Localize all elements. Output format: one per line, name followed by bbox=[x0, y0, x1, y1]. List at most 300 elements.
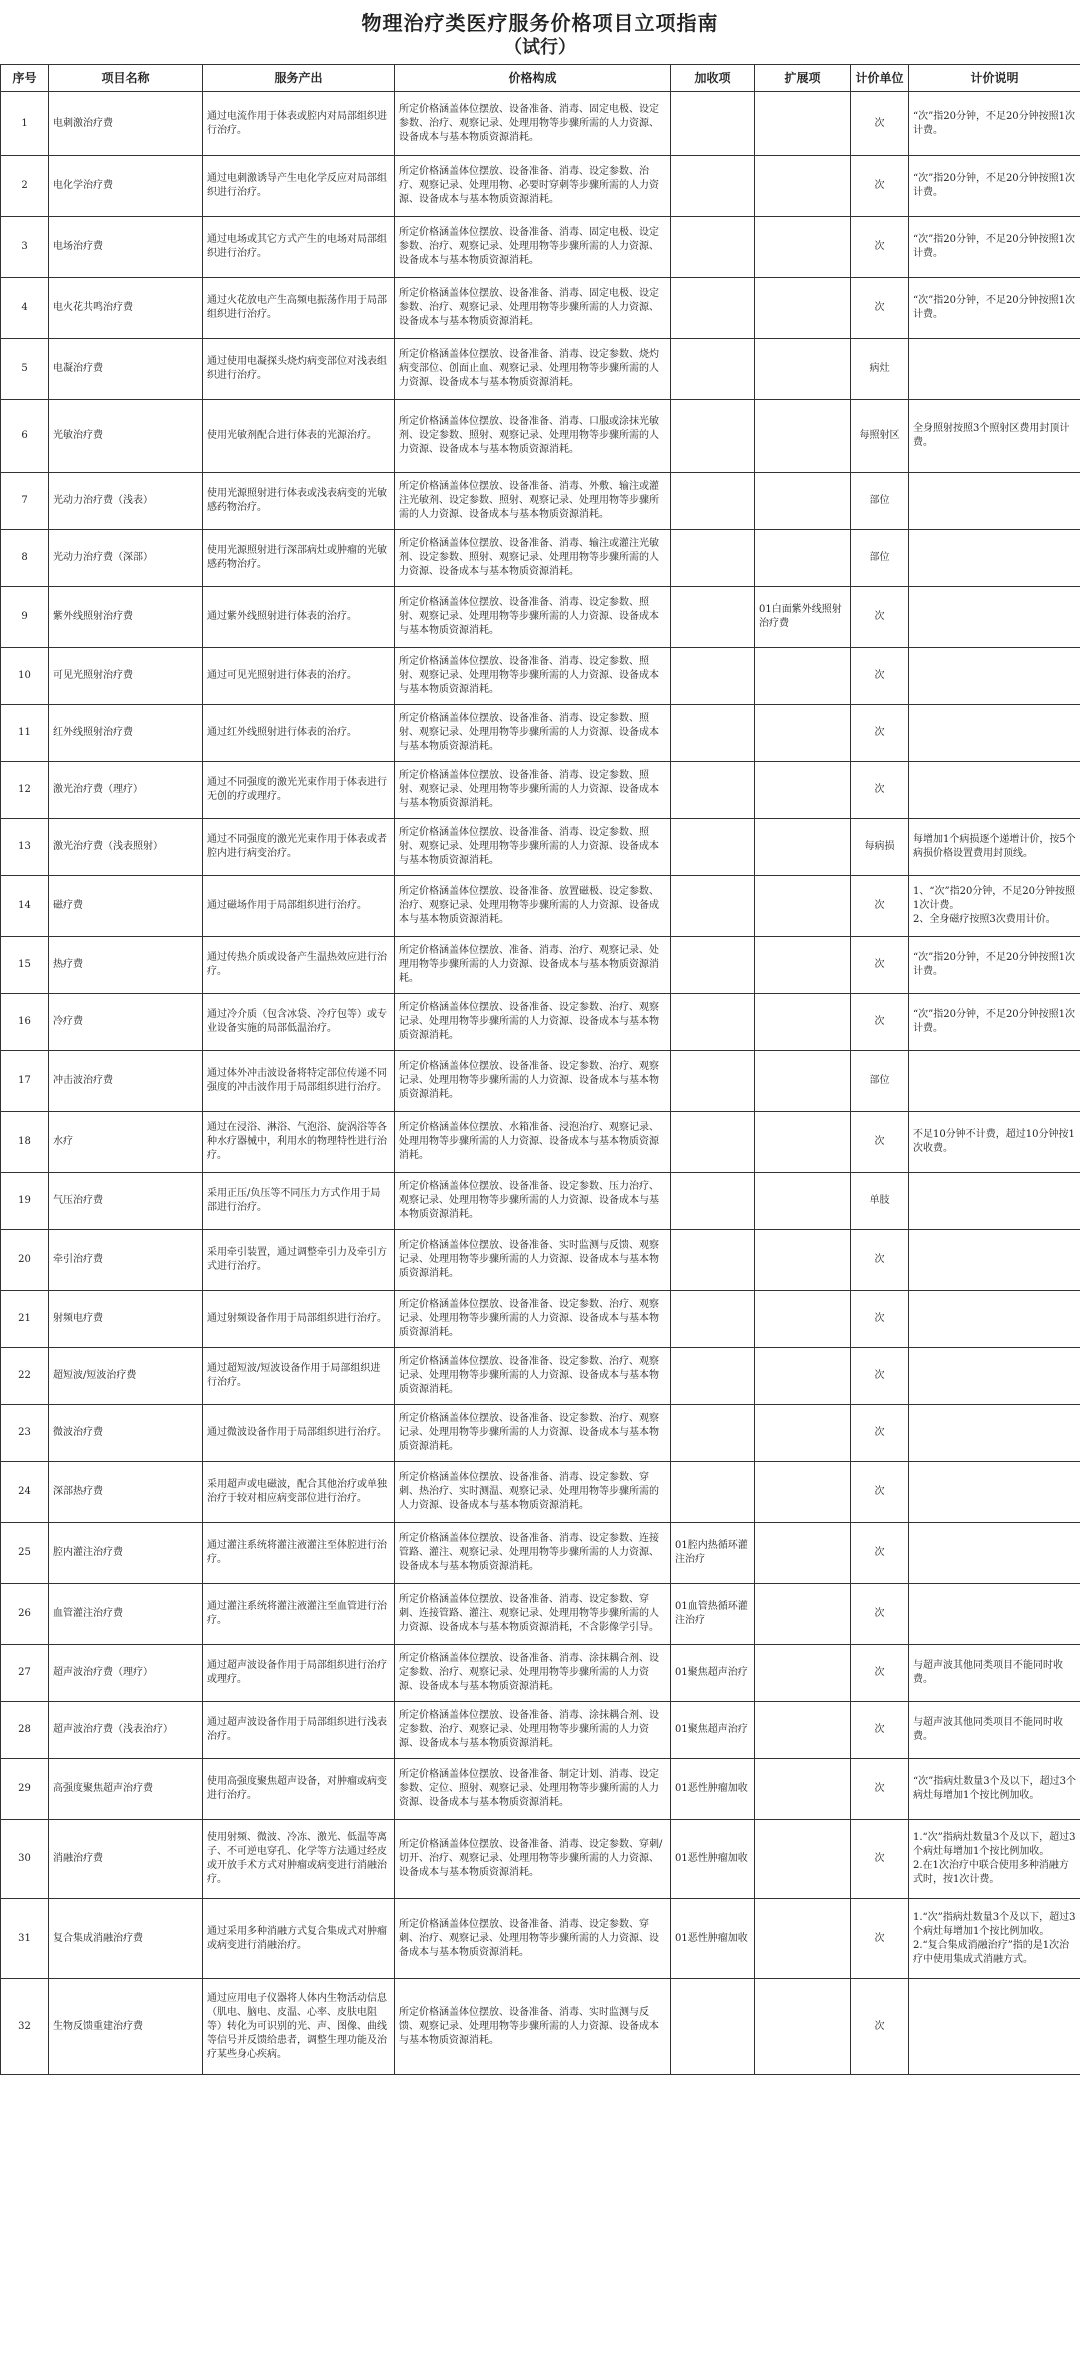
table-row bbox=[1, 530, 1080, 587]
extra-charge bbox=[671, 994, 755, 1051]
service-output: 通过红外线照射进行体表的治疗。 bbox=[203, 705, 395, 762]
extension-item bbox=[755, 1405, 851, 1462]
extension-item bbox=[755, 217, 851, 278]
pricing-description: “次”指20分钟，不足20分钟按照1次计费。 bbox=[909, 92, 1080, 156]
service-output: 通过灌注系统将灌注液灌注至血管进行治疗。 bbox=[203, 1584, 395, 1645]
table-row bbox=[1, 400, 1080, 473]
pricing-unit: 次 bbox=[851, 994, 909, 1051]
extension-item bbox=[755, 156, 851, 217]
service-output: 通过传热介质或设备产生温热效应进行治疗。 bbox=[203, 937, 395, 994]
pricing-description: “次”指病灶数量3个及以下，超过3个病灶每增加1个按比例加收。 bbox=[909, 1759, 1080, 1820]
row-number: 11 bbox=[1, 705, 49, 762]
pricing-description: 1、“次”指20分钟，不足20分钟按照1次计费。 2、全身磁疗按照3次费用计价。 bbox=[909, 876, 1080, 937]
service-output: 使用光敏剂配合进行体表的光源治疗。 bbox=[203, 400, 395, 473]
table-row bbox=[1, 705, 1080, 762]
item-name: 紫外线照射治疗费 bbox=[49, 587, 203, 648]
pricing-unit: 次 bbox=[851, 876, 909, 937]
item-name: 冷疗费 bbox=[49, 994, 203, 1051]
extension-item bbox=[755, 530, 851, 587]
service-output: 通过紫外线照射进行体表的治疗。 bbox=[203, 587, 395, 648]
item-name: 微波治疗费 bbox=[49, 1405, 203, 1462]
extra-charge bbox=[671, 1462, 755, 1523]
price-composition: 所定价格涵盖体位摆放、设备准备、消毒、输注或灌注光敏剂、设定参数、照射、观察记录、处理用物等步骤所需的人力资源、设备成本与基本物质资源消耗。 bbox=[395, 530, 671, 587]
service-output: 通过不同强度的激光光束作用于体表或者腔内进行病变治疗。 bbox=[203, 819, 395, 876]
extra-charge bbox=[671, 587, 755, 648]
pricing-unit: 次 bbox=[851, 1523, 909, 1584]
header-name: 项目名称 bbox=[49, 65, 203, 92]
document-subtitle: （试行） bbox=[504, 37, 576, 58]
pricing-unit: 次 bbox=[851, 1230, 909, 1291]
price-items-table bbox=[0, 64, 1080, 2075]
service-output: 通过超声波设备作用于局部组织进行治疗或理疗。 bbox=[203, 1645, 395, 1702]
table-row bbox=[1, 1462, 1080, 1523]
extra-charge bbox=[671, 339, 755, 400]
table-row bbox=[1, 278, 1080, 339]
table-row bbox=[1, 1899, 1080, 1979]
extension-item bbox=[755, 400, 851, 473]
row-number: 7 bbox=[1, 473, 49, 530]
extra-charge bbox=[671, 1348, 755, 1405]
item-name: 超短波/短波治疗费 bbox=[49, 1348, 203, 1405]
pricing-unit: 次 bbox=[851, 92, 909, 156]
row-number: 15 bbox=[1, 937, 49, 994]
item-name: 冲击波治疗费 bbox=[49, 1051, 203, 1112]
row-number: 21 bbox=[1, 1291, 49, 1348]
item-name: 磁疗费 bbox=[49, 876, 203, 937]
extension-item bbox=[755, 278, 851, 339]
extension-item bbox=[755, 1291, 851, 1348]
price-composition: 所定价格涵盖体位摆放、水箱准备、浸泡治疗、观察记录、处理用物等步骤所需的人力资源、设备成本与基本物质资源消耗。 bbox=[395, 1112, 671, 1173]
pricing-description: 与超声波其他同类项目不能同时收费。 bbox=[909, 1702, 1080, 1759]
row-number: 3 bbox=[1, 217, 49, 278]
table-row bbox=[1, 648, 1080, 705]
service-output: 采用超声或电磁波，配合其他治疗或单独治疗于较对相应病变部位进行治疗。 bbox=[203, 1462, 395, 1523]
pricing-description bbox=[909, 1584, 1080, 1645]
service-output: 通过灌注系统将灌注液灌注至体腔进行治疗。 bbox=[203, 1523, 395, 1584]
row-number: 29 bbox=[1, 1759, 49, 1820]
pricing-description: “次”指20分钟，不足20分钟按照1次计费。 bbox=[909, 217, 1080, 278]
pricing-description: 1.“次”指病灶数量3个及以下，超过3个病灶每增加1个按比例加收。 2.“复合集成消融治疗”指的是1次治疗中使用集成式消融方式。 bbox=[909, 1899, 1080, 1979]
table-row bbox=[1, 1405, 1080, 1462]
pricing-unit: 病灶 bbox=[851, 339, 909, 400]
table-row bbox=[1, 1702, 1080, 1759]
pricing-unit: 部位 bbox=[851, 530, 909, 587]
price-composition: 所定价格涵盖体位摆放、设备准备、消毒、设定参数、穿刺、治疗、观察记录、处理用物等步骤所需的人力资源、设备成本与基本物质资源消耗。 bbox=[395, 1899, 671, 1979]
extension-item bbox=[755, 762, 851, 819]
row-number: 12 bbox=[1, 762, 49, 819]
extra-charge bbox=[671, 1230, 755, 1291]
extra-charge bbox=[671, 530, 755, 587]
row-number: 13 bbox=[1, 819, 49, 876]
pricing-unit: 次 bbox=[851, 156, 909, 217]
extension-item bbox=[755, 819, 851, 876]
extension-item bbox=[755, 705, 851, 762]
row-number: 32 bbox=[1, 1979, 49, 2075]
table-row bbox=[1, 156, 1080, 217]
item-name: 腔内灌注治疗费 bbox=[49, 1523, 203, 1584]
pricing-description bbox=[909, 473, 1080, 530]
pricing-unit: 次 bbox=[851, 648, 909, 705]
pricing-unit: 次 bbox=[851, 1820, 909, 1899]
item-name: 超声波治疗费（理疗） bbox=[49, 1645, 203, 1702]
pricing-description bbox=[909, 1173, 1080, 1230]
extension-item bbox=[755, 1230, 851, 1291]
item-name: 红外线照射治疗费 bbox=[49, 705, 203, 762]
row-number: 20 bbox=[1, 1230, 49, 1291]
table-row bbox=[1, 1584, 1080, 1645]
pricing-description bbox=[909, 648, 1080, 705]
table-row bbox=[1, 762, 1080, 819]
item-name: 消融治疗费 bbox=[49, 1820, 203, 1899]
row-number: 1 bbox=[1, 92, 49, 156]
document-title: 物理治疗类医疗服务价格项目立项指南 bbox=[361, 11, 719, 35]
table-row bbox=[1, 1820, 1080, 1899]
extension-item bbox=[755, 1702, 851, 1759]
service-output: 通过可见光照射进行体表的治疗。 bbox=[203, 648, 395, 705]
service-output: 通过使用电凝探头烧灼病变部位对浅表组织进行治疗。 bbox=[203, 339, 395, 400]
extra-charge bbox=[671, 1173, 755, 1230]
pricing-unit: 每病损 bbox=[851, 819, 909, 876]
pricing-unit: 单肢 bbox=[851, 1173, 909, 1230]
item-name: 电场治疗费 bbox=[49, 217, 203, 278]
service-output: 使用高强度聚焦超声设备，对肿瘤或病变进行治疗。 bbox=[203, 1759, 395, 1820]
price-composition: 所定价格涵盖体位摆放、设备准备、消毒、涂抹耦合剂、设定参数、治疗、观察记录、处理用物等步骤所需的人力资源、设备成本与基本物质资源消耗。 bbox=[395, 1645, 671, 1702]
pricing-description bbox=[909, 1051, 1080, 1112]
pricing-description bbox=[909, 1405, 1080, 1462]
row-number: 26 bbox=[1, 1584, 49, 1645]
pricing-description: 不足10分钟不计费，超过10分钟按1次收费。 bbox=[909, 1112, 1080, 1173]
pricing-unit: 次 bbox=[851, 937, 909, 994]
extra-charge bbox=[671, 1405, 755, 1462]
price-composition: 所定价格涵盖体位摆放、设备准备、消毒、实时监测与反馈、观察记录、处理用物等步骤所需的人力资源、设备成本与基本物质资源消耗。 bbox=[395, 1979, 671, 2075]
price-composition: 所定价格涵盖体位摆放、设备准备、消毒、固定电极、设定参数、治疗、观察记录、处理用物等步骤所需的人力资源、设备成本与基本物质资源消耗。 bbox=[395, 92, 671, 156]
pricing-unit: 次 bbox=[851, 1645, 909, 1702]
table-row bbox=[1, 994, 1080, 1051]
extension-item bbox=[755, 1979, 851, 2075]
row-number: 5 bbox=[1, 339, 49, 400]
table-row bbox=[1, 1348, 1080, 1405]
pricing-unit: 次 bbox=[851, 1348, 909, 1405]
pricing-description: 每增加1个病损逐个递增计价，按5个病损价格设置费用封顶线。 bbox=[909, 819, 1080, 876]
row-number: 25 bbox=[1, 1523, 49, 1584]
price-composition: 所定价格涵盖体位摆放、设备准备、消毒、外敷、输注或灌注光敏剂、设定参数、照射、观察记录、处理用物等步骤所需的人力资源、设备成本与基本物质资源消耗。 bbox=[395, 473, 671, 530]
pricing-description bbox=[909, 1523, 1080, 1584]
item-name: 激光治疗费（理疗） bbox=[49, 762, 203, 819]
pricing-description: “次”指20分钟，不足20分钟按照1次计费。 bbox=[909, 994, 1080, 1051]
header-no: 序号 bbox=[1, 65, 49, 92]
service-output: 通过磁场作用于局部组织进行治疗。 bbox=[203, 876, 395, 937]
price-composition: 所定价格涵盖体位摆放、设备准备、制定计划、消毒、设定参数、定位、照射、观察记录、处理用物等步骤所需的人力资源、设备成本与基本物质资源消耗。 bbox=[395, 1759, 671, 1820]
price-composition: 所定价格涵盖体位摆放、设备准备、消毒、固定电极、设定参数、治疗、观察记录、处理用物等步骤所需的人力资源、设备成本与基本物质资源消耗。 bbox=[395, 217, 671, 278]
row-number: 2 bbox=[1, 156, 49, 217]
extra-charge: 01恶性肿瘤加收 bbox=[671, 1759, 755, 1820]
extra-charge: 01恶性肿瘤加收 bbox=[671, 1899, 755, 1979]
extra-charge: 01腔内热循环灌注治疗 bbox=[671, 1523, 755, 1584]
header-output: 服务产出 bbox=[203, 65, 395, 92]
service-output: 通过射频设备作用于局部组织进行治疗。 bbox=[203, 1291, 395, 1348]
price-composition: 所定价格涵盖体位摆放、设备准备、设定参数、治疗、观察记录、处理用物等步骤所需的人力资源、设备成本与基本物质资源消耗。 bbox=[395, 1348, 671, 1405]
extra-charge bbox=[671, 400, 755, 473]
row-number: 24 bbox=[1, 1462, 49, 1523]
service-output: 使用射频、微波、冷冻、激光、低温等离子、不可逆电穿孔、化学等方法通过经皮或开放手术方式对肿瘤或病变进行消融治疗。 bbox=[203, 1820, 395, 1899]
price-composition: 所定价格涵盖体位摆放、设备准备、消毒、设定参数、连接管路、灌注、观察记录、处理用物等步骤所需的人力资源、设备成本与基本物质资源消耗。 bbox=[395, 1523, 671, 1584]
item-name: 光动力治疗费（浅表） bbox=[49, 473, 203, 530]
item-name: 生物反馈重建治疗费 bbox=[49, 1979, 203, 2075]
service-output: 采用牵引装置，通过调整牵引力及牵引方式进行治疗。 bbox=[203, 1230, 395, 1291]
header-extra-charge: 加收项 bbox=[671, 65, 755, 92]
row-number: 9 bbox=[1, 587, 49, 648]
pricing-description: “次”指20分钟，不足20分钟按照1次计费。 bbox=[909, 156, 1080, 217]
row-number: 4 bbox=[1, 278, 49, 339]
pricing-description: 与超声波其他同类项目不能同时收费。 bbox=[909, 1645, 1080, 1702]
price-composition: 所定价格涵盖体位摆放、设备准备、设定参数、治疗、观察记录、处理用物等步骤所需的人力资源、设备成本与基本物质资源消耗。 bbox=[395, 1051, 671, 1112]
row-number: 14 bbox=[1, 876, 49, 937]
extra-charge bbox=[671, 92, 755, 156]
table-row bbox=[1, 92, 1080, 156]
pricing-unit: 次 bbox=[851, 762, 909, 819]
pricing-unit: 次 bbox=[851, 587, 909, 648]
row-number: 27 bbox=[1, 1645, 49, 1702]
table-row bbox=[1, 217, 1080, 278]
price-composition: 所定价格涵盖体位摆放、设备准备、设定参数、治疗、观察记录、处理用物等步骤所需的人力资源、设备成本与基本物质资源消耗。 bbox=[395, 1405, 671, 1462]
extra-charge bbox=[671, 705, 755, 762]
price-composition: 所定价格涵盖体位摆放、设备准备、消毒、设定参数、穿刺/切开、治疗、观察记录、处理用物等步骤所需的人力资源、设备成本与基本物质资源消耗。 bbox=[395, 1820, 671, 1899]
extension-item bbox=[755, 1112, 851, 1173]
pricing-description bbox=[909, 587, 1080, 648]
extra-charge bbox=[671, 278, 755, 339]
header-extension: 扩展项 bbox=[755, 65, 851, 92]
service-output: 通过应用电子仪器将人体内生物活动信息（肌电、脑电、皮温、心率、皮肤电阻等）转化为可识别的光、声、图像、曲线等信号并反馈给患者，调整生理功能及治疗某些身心疾病。 bbox=[203, 1979, 395, 2075]
row-number: 8 bbox=[1, 530, 49, 587]
header-unit: 计价单位 bbox=[851, 65, 909, 92]
extra-charge: 01恶性肿瘤加收 bbox=[671, 1820, 755, 1899]
table-body bbox=[1, 92, 1080, 2075]
table-row bbox=[1, 819, 1080, 876]
item-name: 电凝治疗费 bbox=[49, 339, 203, 400]
extension-item bbox=[755, 1051, 851, 1112]
service-output: 通过电刺激诱导产生电化学反应对局部组织进行治疗。 bbox=[203, 156, 395, 217]
extension-item bbox=[755, 937, 851, 994]
extra-charge: 01聚焦超声治疗 bbox=[671, 1702, 755, 1759]
item-name: 电火花共鸣治疗费 bbox=[49, 278, 203, 339]
row-number: 18 bbox=[1, 1112, 49, 1173]
pricing-description bbox=[909, 1979, 1080, 2075]
pricing-description bbox=[909, 530, 1080, 587]
pricing-unit: 次 bbox=[851, 1405, 909, 1462]
extension-item bbox=[755, 1820, 851, 1899]
item-name: 复合集成消融治疗费 bbox=[49, 1899, 203, 1979]
row-number: 30 bbox=[1, 1820, 49, 1899]
pricing-description: 1.“次”指病灶数量3个及以下，超过3个病灶每增加1个按比例加收。 2.在1次治疗中联合使用多种消融方式时，按1次计费。 bbox=[909, 1820, 1080, 1899]
item-name: 气压治疗费 bbox=[49, 1173, 203, 1230]
item-name: 光敏治疗费 bbox=[49, 400, 203, 473]
item-name: 牵引治疗费 bbox=[49, 1230, 203, 1291]
table-row bbox=[1, 1291, 1080, 1348]
pricing-description bbox=[909, 1462, 1080, 1523]
table-row bbox=[1, 339, 1080, 400]
extra-charge bbox=[671, 937, 755, 994]
price-composition: 所定价格涵盖体位摆放、设备准备、消毒、涂抹耦合剂、设定参数、治疗、观察记录、处理用物等步骤所需的人力资源、设备成本与基本物质资源消耗。 bbox=[395, 1702, 671, 1759]
price-composition: 所定价格涵盖体位摆放、设备准备、放置磁极、设定参数、治疗、观察记录、处理用物等步骤所需的人力资源、设备成本与基本物质资源消耗。 bbox=[395, 876, 671, 937]
table-row bbox=[1, 1230, 1080, 1291]
extra-charge bbox=[671, 819, 755, 876]
price-composition: 所定价格涵盖体位摆放、设备准备、消毒、设定参数、穿刺、连接管路、灌注、观察记录、处理用物等步骤所需的人力资源、设备成本与基本物质资源消耗，不含影像学引导。 bbox=[395, 1584, 671, 1645]
table-row bbox=[1, 876, 1080, 937]
service-output: 通过电流作用于体表或腔内对局部组织进行治疗。 bbox=[203, 92, 395, 156]
price-composition: 所定价格涵盖体位摆放、设备准备、消毒、设定参数、烧灼病变部位、创面止血、观察记录、处理用物等步骤所需的人力资源、设备成本与基本物质资源消耗。 bbox=[395, 339, 671, 400]
extension-item bbox=[755, 1348, 851, 1405]
item-name: 超声波治疗费（浅表治疗） bbox=[49, 1702, 203, 1759]
item-name: 水疗 bbox=[49, 1112, 203, 1173]
item-name: 光动力治疗费（深部） bbox=[49, 530, 203, 587]
item-name: 电刺激治疗费 bbox=[49, 92, 203, 156]
service-output: 通过不同强度的激光光束作用于体表进行无创的疗或理疗。 bbox=[203, 762, 395, 819]
pricing-unit: 次 bbox=[851, 1112, 909, 1173]
extension-item bbox=[755, 1899, 851, 1979]
extension-item bbox=[755, 876, 851, 937]
extension-item bbox=[755, 994, 851, 1051]
table-row bbox=[1, 1523, 1080, 1584]
item-name: 可见光照射治疗费 bbox=[49, 648, 203, 705]
service-output: 使用光源照射进行体表或浅表病变的光敏感药物治疗。 bbox=[203, 473, 395, 530]
price-composition: 所定价格涵盖体位摆放、设备准备、消毒、设定参数、照射、观察记录、处理用物等步骤所需的人力资源、设备成本与基本物质资源消耗。 bbox=[395, 762, 671, 819]
service-output: 通过在浸浴、淋浴、气泡浴、旋涡浴等各种水疗器械中，利用水的物理特性进行治疗。 bbox=[203, 1112, 395, 1173]
pricing-description bbox=[909, 339, 1080, 400]
service-output: 通过电场或其它方式产生的电场对局部组织进行治疗。 bbox=[203, 217, 395, 278]
extra-charge bbox=[671, 762, 755, 819]
pricing-unit: 次 bbox=[851, 1584, 909, 1645]
service-output: 通过冷介质（包含冰袋、冷疗包等）或专业设备实施的局部低温治疗。 bbox=[203, 994, 395, 1051]
table-row bbox=[1, 1112, 1080, 1173]
item-name: 电化学治疗费 bbox=[49, 156, 203, 217]
row-number: 16 bbox=[1, 994, 49, 1051]
price-composition: 所定价格涵盖体位摆放、设备准备、设定参数、压力治疗、观察记录、处理用物等步骤所需的人力资源、设备成本与基本物质资源消耗。 bbox=[395, 1173, 671, 1230]
extension-item bbox=[755, 339, 851, 400]
price-composition: 所定价格涵盖体位摆放、设备准备、消毒、设定参数、照射、观察记录、处理用物等步骤所需的人力资源、设备成本与基本物质资源消耗。 bbox=[395, 705, 671, 762]
table-row bbox=[1, 937, 1080, 994]
extension-item bbox=[755, 473, 851, 530]
extra-charge bbox=[671, 217, 755, 278]
price-composition: 所定价格涵盖体位摆放、准备、消毒、治疗、观察记录、处理用物等步骤所需的人力资源、设备成本与基本物质资源消耗。 bbox=[395, 937, 671, 994]
pricing-unit: 次 bbox=[851, 1702, 909, 1759]
price-composition: 所定价格涵盖体位摆放、设备准备、设定参数、治疗、观察记录、处理用物等步骤所需的人力资源、设备成本与基本物质资源消耗。 bbox=[395, 1291, 671, 1348]
service-output: 使用光源照射进行深部病灶或肿瘤的光敏感药物治疗。 bbox=[203, 530, 395, 587]
item-name: 深部热疗费 bbox=[49, 1462, 203, 1523]
service-output: 通过微波设备作用于局部组织进行治疗。 bbox=[203, 1405, 395, 1462]
extra-charge bbox=[671, 156, 755, 217]
document-title-block bbox=[0, 0, 1080, 64]
extra-charge: 01血管热循环灌注治疗 bbox=[671, 1584, 755, 1645]
item-name: 激光治疗费（浅表照射） bbox=[49, 819, 203, 876]
row-number: 22 bbox=[1, 1348, 49, 1405]
extension-item bbox=[755, 92, 851, 156]
item-name: 热疗费 bbox=[49, 937, 203, 994]
price-composition: 所定价格涵盖体位摆放、设备准备、消毒、设定参数、照射、观察记录、处理用物等步骤所需的人力资源、设备成本与基本物质资源消耗。 bbox=[395, 587, 671, 648]
price-composition: 所定价格涵盖体位摆放、设备准备、实时监测与反馈、观察记录、处理用物等步骤所需的人力资源、设备成本与基本物质资源消耗。 bbox=[395, 1230, 671, 1291]
table-header-row bbox=[1, 65, 1080, 92]
item-name: 射频电疗费 bbox=[49, 1291, 203, 1348]
extra-charge: 01聚焦超声治疗 bbox=[671, 1645, 755, 1702]
pricing-description bbox=[909, 1291, 1080, 1348]
extra-charge bbox=[671, 1051, 755, 1112]
pricing-unit: 次 bbox=[851, 1979, 909, 2075]
price-composition: 所定价格涵盖体位摆放、设备准备、消毒、设定参数、照射、观察记录、处理用物等步骤所需的人力资源、设备成本与基本物质资源消耗。 bbox=[395, 648, 671, 705]
service-output: 通过超声波设备作用于局部组织进行浅表治疗。 bbox=[203, 1702, 395, 1759]
pricing-unit: 次 bbox=[851, 278, 909, 339]
pricing-description: “次”指20分钟，不足20分钟按照1次计费。 bbox=[909, 278, 1080, 339]
pricing-description: “次”指20分钟，不足20分钟按照1次计费。 bbox=[909, 937, 1080, 994]
table-row bbox=[1, 473, 1080, 530]
pricing-unit: 每照射区 bbox=[851, 400, 909, 473]
extension-item bbox=[755, 648, 851, 705]
pricing-unit: 次 bbox=[851, 1759, 909, 1820]
extension-item bbox=[755, 1462, 851, 1523]
extra-charge bbox=[671, 648, 755, 705]
extra-charge bbox=[671, 876, 755, 937]
row-number: 23 bbox=[1, 1405, 49, 1462]
price-composition: 所定价格涵盖体位摆放、设备准备、消毒、设定参数、穿刺、热治疗、实时测温、观察记录、处理用物等步骤所需的人力资源、设备成本与基本物质资源消耗。 bbox=[395, 1462, 671, 1523]
extra-charge bbox=[671, 1291, 755, 1348]
service-output: 通过火花放电产生高频电振荡作用于局部组织进行治疗。 bbox=[203, 278, 395, 339]
row-number: 6 bbox=[1, 400, 49, 473]
header-description: 计价说明 bbox=[909, 65, 1080, 92]
service-output: 通过超短波/短波设备作用于局部组织进行治疗。 bbox=[203, 1348, 395, 1405]
pricing-description bbox=[909, 705, 1080, 762]
row-number: 17 bbox=[1, 1051, 49, 1112]
extension-item: 01白面紫外线照射治疗费 bbox=[755, 587, 851, 648]
extension-item bbox=[755, 1523, 851, 1584]
item-name: 血管灌注治疗费 bbox=[49, 1584, 203, 1645]
price-composition: 所定价格涵盖体位摆放、设备准备、设定参数、治疗、观察记录、处理用物等步骤所需的人力资源、设备成本与基本物质资源消耗。 bbox=[395, 994, 671, 1051]
table-row bbox=[1, 587, 1080, 648]
pricing-unit: 部位 bbox=[851, 1051, 909, 1112]
price-composition: 所定价格涵盖体位摆放、设备准备、消毒、固定电极、设定参数、治疗、观察记录、处理用物等步骤所需的人力资源、设备成本与基本物质资源消耗。 bbox=[395, 278, 671, 339]
pricing-unit: 次 bbox=[851, 1899, 909, 1979]
service-output: 通过体外冲击波设备将特定部位传递不同强度的冲击波作用于局部组织进行治疗。 bbox=[203, 1051, 395, 1112]
pricing-description bbox=[909, 1230, 1080, 1291]
table-row bbox=[1, 1759, 1080, 1820]
row-number: 28 bbox=[1, 1702, 49, 1759]
row-number: 31 bbox=[1, 1899, 49, 1979]
extension-item bbox=[755, 1645, 851, 1702]
pricing-description bbox=[909, 1348, 1080, 1405]
pricing-unit: 部位 bbox=[851, 473, 909, 530]
pricing-description: 全身照射按照3个照射区费用封顶计费。 bbox=[909, 400, 1080, 473]
row-number: 10 bbox=[1, 648, 49, 705]
extra-charge bbox=[671, 473, 755, 530]
price-composition: 所定价格涵盖体位摆放、设备准备、消毒、口服或涂抹光敏剂、设定参数、照射、观察记录、处理用物等步骤所需的人力资源、设备成本与基本物质资源消耗。 bbox=[395, 400, 671, 473]
table-row bbox=[1, 1979, 1080, 2075]
table-row bbox=[1, 1051, 1080, 1112]
extra-charge bbox=[671, 1112, 755, 1173]
extra-charge bbox=[671, 1979, 755, 2075]
pricing-unit: 次 bbox=[851, 1291, 909, 1348]
price-composition: 所定价格涵盖体位摆放、设备准备、消毒、设定参数、照射、观察记录、处理用物等步骤所需的人力资源、设备成本与基本物质资源消耗。 bbox=[395, 819, 671, 876]
pricing-description bbox=[909, 762, 1080, 819]
table-row bbox=[1, 1645, 1080, 1702]
header-price-composition: 价格构成 bbox=[395, 65, 671, 92]
pricing-unit: 次 bbox=[851, 217, 909, 278]
service-output: 通过采用多种消融方式复合集成式对肿瘤或病变进行消融治疗。 bbox=[203, 1899, 395, 1979]
extension-item bbox=[755, 1173, 851, 1230]
extension-item bbox=[755, 1759, 851, 1820]
row-number: 19 bbox=[1, 1173, 49, 1230]
pricing-unit: 次 bbox=[851, 1462, 909, 1523]
service-output: 采用正压/负压等不同压力方式作用于局部进行治疗。 bbox=[203, 1173, 395, 1230]
table-row bbox=[1, 1173, 1080, 1230]
item-name: 高强度聚焦超声治疗费 bbox=[49, 1759, 203, 1820]
pricing-unit: 次 bbox=[851, 705, 909, 762]
